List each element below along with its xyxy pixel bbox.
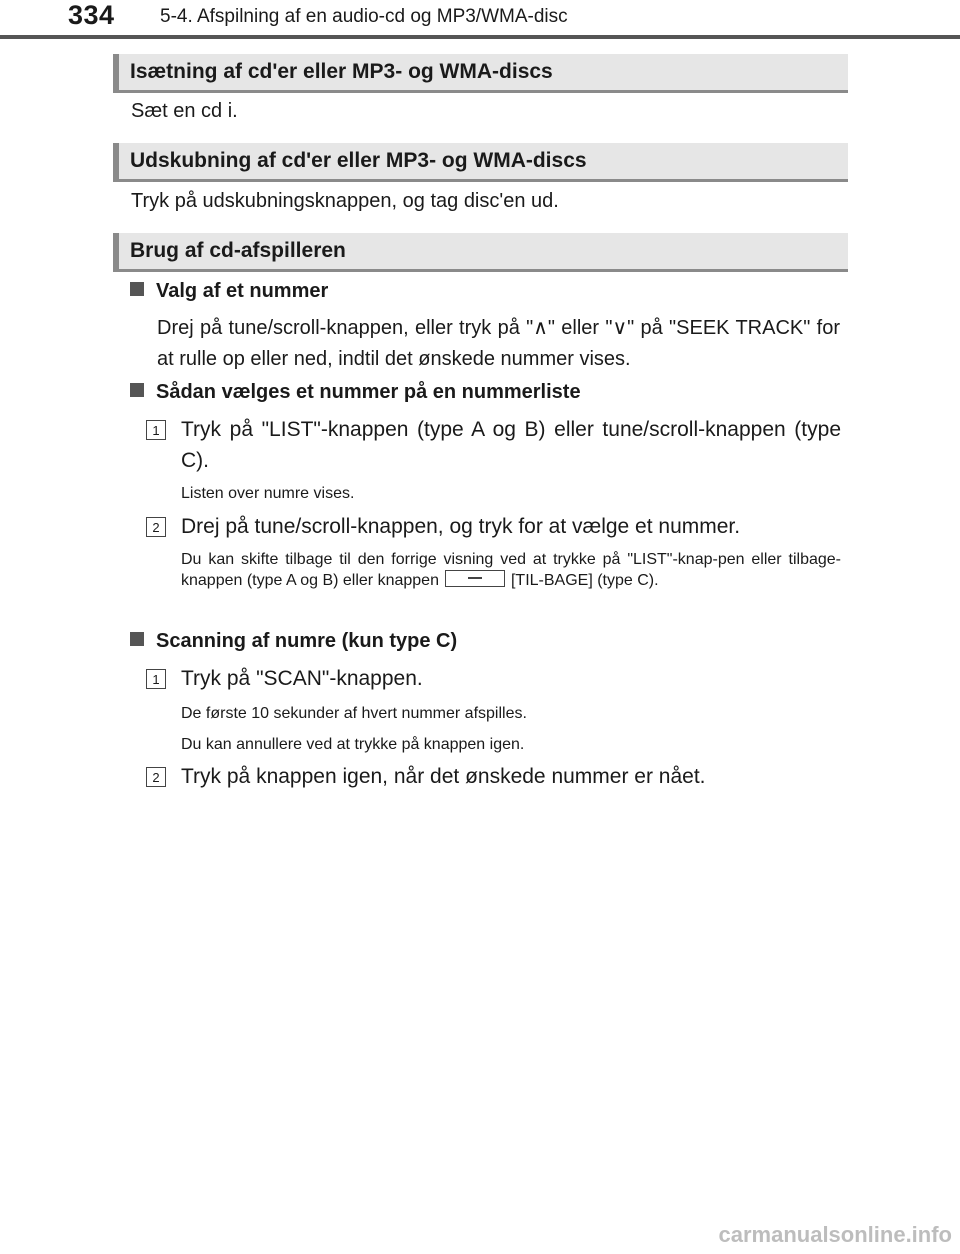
step-badge: 2 xyxy=(146,517,166,537)
select-track-text: Drej på tune/scroll-knappen, eller tryk på "∧" eller "∨" på "SEEK TRACK" for at rulle op eller ned, indtil det ønskede nummer vises. xyxy=(157,317,840,370)
scan-step2-text: Tryk på knappen igen, når det ønskede nummer er nået. xyxy=(181,765,706,788)
chapter-title: 5-4. Afspilning af en audio-cd og MP3/WMA-disc xyxy=(160,6,568,27)
track-list-step1-note: Listen over numre vises. xyxy=(181,485,355,502)
step-badge: 1 xyxy=(146,669,166,689)
step-badge: 2 xyxy=(146,767,166,787)
header-rule xyxy=(0,35,960,39)
watermark: carmanualsonline.info xyxy=(718,1222,952,1247)
section-eject-title: Udskubning af cd'er eller MP3- og WMA-discs xyxy=(130,149,587,172)
bullet-square xyxy=(130,383,144,397)
section-insert-text: Sæt en cd i. xyxy=(131,100,238,122)
scan-step1-text: Tryk på "SCAN"-knappen. xyxy=(181,667,423,690)
step-badge: 1 xyxy=(146,420,166,440)
bullet-square xyxy=(130,282,144,296)
section-insert-title: Isætning af cd'er eller MP3- og WMA-discs xyxy=(130,60,553,83)
track-list-heading: Sådan vælges et nummer på en nummerliste xyxy=(130,381,581,404)
track-list-step1-text: Tryk på "LIST"-knappen (type A og B) eller tune/scroll-knappen (type C). xyxy=(181,418,841,472)
select-track-heading: Valg af et nummer xyxy=(130,280,328,303)
track-list-step2-note: Du kan skifte tilbage til den forrige visning ved at trykke på "LIST"-knap-pen eller tilbage-knappen (type A og B) eller knappen [TIL-BAGE] (type C). xyxy=(181,551,841,589)
scan-step1-note2: Du kan annullere ved at trykke på knappen igen. xyxy=(181,736,525,753)
scan-step1-note1: De første 10 sekunder af hvert nummer afspilles. xyxy=(181,705,527,722)
section-eject-heading xyxy=(113,143,848,182)
section-eject-text: Tryk på udskubningsknappen, og tag disc'en ud. xyxy=(131,190,559,212)
section-insert-heading xyxy=(113,54,848,93)
track-list-step2-text: Drej på tune/scroll-knappen, og tryk for at vælge et nummer. xyxy=(181,515,741,538)
bullet-square xyxy=(130,632,144,646)
section-use-title: Brug af cd-afspilleren xyxy=(130,239,346,262)
page-number: 334 xyxy=(68,0,115,30)
back-key-icon xyxy=(445,570,505,587)
section-use-heading xyxy=(113,233,848,272)
scan-heading: Scanning af numre (kun type C) xyxy=(130,630,457,653)
page-header xyxy=(0,0,960,40)
